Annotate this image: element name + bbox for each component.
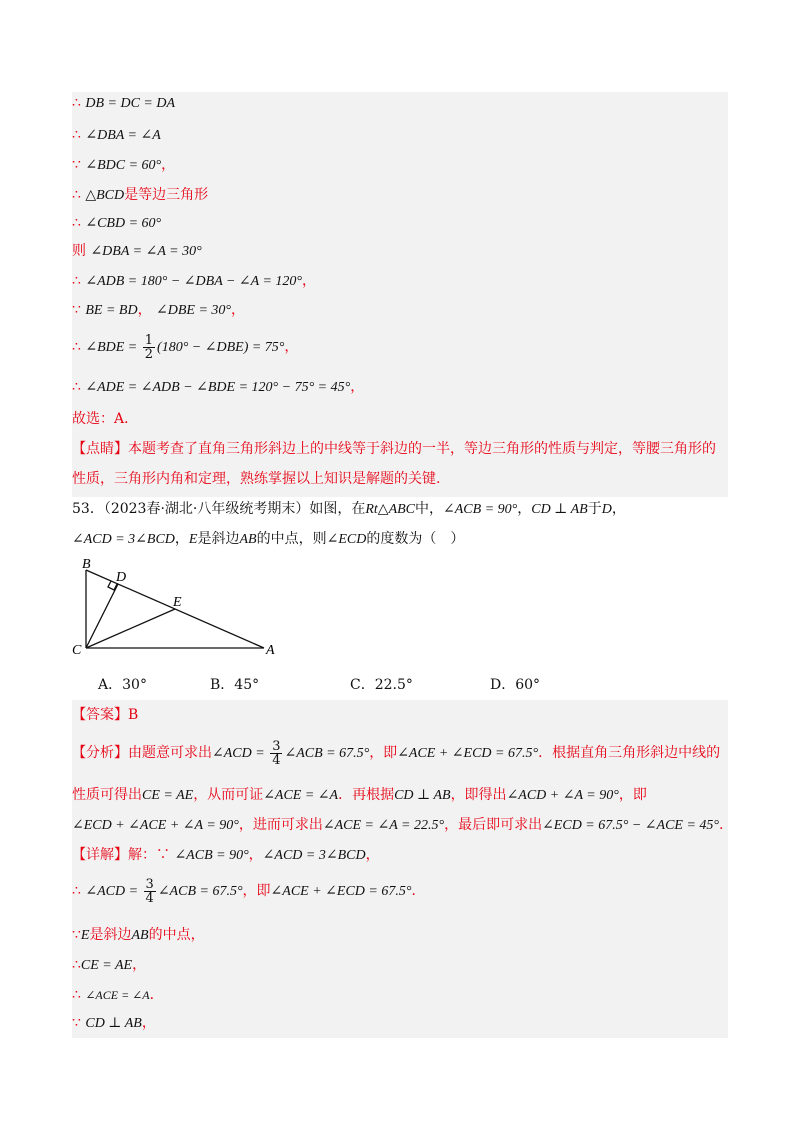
detail-line-4: ∴CE = AE，	[72, 957, 147, 973]
solution-choice: 故选：A．	[72, 411, 139, 427]
detail-line-1: 【详解】解：∵ ∠ACB = 90°，∠ACD = 3∠BCD，	[72, 847, 380, 863]
option-c[interactable]: C．22.5°	[350, 677, 413, 693]
detail-label: 【详解】	[72, 847, 128, 863]
detail-line-6: ∵ CD ⊥ AB，	[72, 1015, 156, 1031]
segment-cd	[86, 584, 118, 648]
solution-line-1: ∴ DB = DC = DA	[72, 95, 176, 111]
solution-line-4: ∴ △BCD是等边三角形	[72, 187, 209, 203]
solution-line-3: ∵ ∠BDC = 60°，	[72, 157, 176, 173]
fraction-half: $\frac{1}{2}$	[144, 332, 154, 362]
question-line-2: ∠ACD = 3∠BCD，E是斜边AB的中点，则∠ECD的度数为（ ）	[72, 531, 465, 547]
solution-line-5: ∴ ∠CBD = 60°	[72, 215, 162, 231]
label-c: C	[72, 643, 82, 658]
answer-value: B	[128, 707, 139, 723]
option-d[interactable]: D．60°	[490, 677, 541, 693]
triangle-figure	[66, 556, 286, 662]
option-b[interactable]: B．45°	[210, 677, 260, 693]
label-e: E	[173, 595, 182, 610]
solution-line-10: ∴ ∠ADE = ∠ADB − ∠BDE = 120° − 75° = 45°，	[72, 379, 365, 395]
solution-line-6: 则 ∠DBA = ∠A = 30°	[72, 243, 202, 259]
label-a: A	[266, 643, 275, 658]
analysis-line-3: ∠ECD + ∠ACE + ∠A = 90°，进而可求出∠ACE = ∠A = 22.5°，最后即可求出∠ECD = 67.5° − ∠ACE = 45°.	[72, 817, 724, 833]
analysis-label: 【分析】	[72, 745, 128, 761]
option-a[interactable]: A．30°	[98, 677, 147, 693]
answer-line	[72, 704, 728, 726]
detail-line-3: ∵E是斜边AB的中点，	[72, 927, 205, 943]
comment-line-2: 性质，三角形内角和定理，熟练掌握以上知识是解题的关键.	[72, 471, 441, 487]
answer-label: 【答案】	[72, 707, 128, 723]
question-line-1: 53．（2023春·湖北·八年级统考期末）如图，在Rt△ABC中，∠ACB = 90°，CD ⊥ AB于D，	[72, 501, 626, 517]
analysis-line-1: 【分析】由题意可求出∠ACD = $\frac{3}{4}$ ∠ACB = 67.5°，即∠ACE + ∠ECD = 67.5°．根据直角三角形斜边中线的	[72, 738, 721, 768]
solution-line-9: ∴ ∠BDE = $\frac{1}{2}$ (180° − ∠DBE) = 75°，	[72, 332, 299, 362]
detail-line-2: ∴ ∠ACD = $\frac{3}{4}$ ∠ACB = 67.5°，即∠ACE + ∠ECD = 67.5°．	[72, 876, 426, 906]
solution-shade-top	[72, 92, 728, 497]
fraction-three-quarters-2: $\frac{3}{4}$	[145, 876, 154, 906]
detail-line-5: ∴ ∠ACE = ∠A．	[72, 987, 164, 1003]
comment-line-1: 【点睛】本题考查了直角三角形斜边上的中线等于斜边的一半，等边三角形的性质与判定，等腰三角形的	[72, 441, 716, 457]
label-b: B	[82, 557, 91, 572]
solution-line-8: ∵ BE = BD， ∠DBE = 30°，	[72, 302, 246, 318]
fraction-three-quarters: $\frac{3}{4}$	[272, 738, 281, 768]
label-d: D	[116, 570, 127, 585]
comment-label: 【点睛】	[72, 441, 128, 457]
solution-line-2: ∴ ∠DBA = ∠A	[72, 127, 161, 143]
analysis-line-2: 性质可得出CE = AE，从而可证∠ACE = ∠A．再根据CD ⊥ AB，即得出∠ACD + ∠A = 90°，即	[72, 787, 647, 803]
segment-ce	[86, 609, 175, 648]
solution-line-7: ∴ ∠ADB = 180° − ∠DBA − ∠A = 120°，	[72, 273, 317, 289]
